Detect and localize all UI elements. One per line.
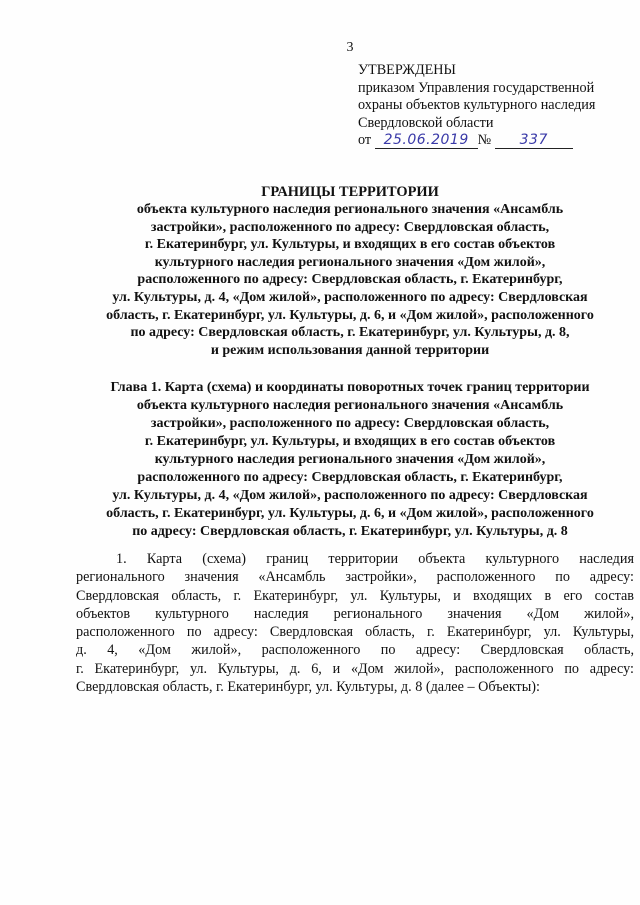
handwritten-number: 337 (495, 133, 573, 149)
from-label: от (358, 132, 372, 148)
paragraph-line: объектов культурного наследия регионального значения «Дом жилой», (76, 605, 634, 622)
chapter-line: г. Екатеринбург, ул. Культуры, и входящих в его состав объектов (144, 434, 556, 449)
approval-line: Свердловской области (358, 114, 494, 131)
title-line: и режим использования данной территории (210, 342, 490, 358)
page-number: 3 (346, 40, 354, 55)
chapter-line: расположенного по адресу: Свердловская область, г. Екатеринбург, (137, 470, 563, 485)
paragraph-line: 1. Карта (схема) границ территории объекта культурного наследия (116, 551, 634, 567)
number-label: № (477, 132, 492, 148)
chapter-line: культурного наследия регионального значения «Дом жилой», (154, 452, 546, 467)
approval-line: приказом Управления государственной (358, 79, 595, 96)
title-line: по адресу: Свердловская область, г. Екатеринбург, ул. Культуры, д. 8, (130, 325, 570, 341)
body-paragraph (76, 550, 634, 696)
chapter-line: застройки», расположенного по адресу: Свердловская область, (150, 416, 550, 431)
title-line: застройки», расположенного по адресу: Свердловская область, (150, 219, 550, 235)
paragraph-line: Свердловская область, г. Екатеринбург, ул. Культуры, д. 8 (далее – Объекты): (76, 679, 540, 696)
title-line: культурного наследия регионального значения «Дом жилой», (154, 254, 546, 270)
handwritten-date: 25.06.2019 (375, 133, 478, 149)
paragraph-line: г. Екатеринбург, ул. Культуры, д. 6, и «Дом жилой», расположенного по адресу: (76, 660, 634, 677)
title-line: область, г. Екатеринбург, ул. Культуры, д. 6, и «Дом жилой», расположенного (106, 307, 594, 323)
title-line: объекта культурного наследия регионального значения «Ансамбль (136, 202, 564, 217)
paragraph-line: регионального значения «Ансамбль застройки», расположенного по адресу: (76, 569, 634, 586)
title-line: расположенного по адресу: Свердловская область, г. Екатеринбург, (137, 272, 563, 288)
title-line: г. Екатеринбург, ул. Культуры, и входящих в его состав объектов (144, 237, 556, 253)
paragraph-line: расположенного по адресу: Свердловская область, г. Екатеринбург, ул. Культуры, (76, 624, 634, 641)
title-line: ул. Культуры, д. 4, «Дом жилой», расположенного по адресу: Свердловская (112, 289, 588, 305)
paragraph-line: Свердловская область, г. Екатеринбург, ул. Культуры, и входящих в его состав (76, 587, 634, 604)
title-heading: ГРАНИЦЫ ТЕРРИТОРИИ (261, 184, 439, 200)
document-title (60, 184, 640, 359)
approval-line: УТВЕРЖДЕНЫ (358, 62, 456, 78)
paragraph-line: д. 4, «Дом жилой», расположенного по адресу: Свердловская область, (76, 642, 634, 659)
approval-line: охраны объектов культурного наследия (358, 97, 596, 113)
chapter-line: объекта культурного наследия регионального значения «Ансамбль (136, 398, 564, 413)
chapter-heading (60, 379, 640, 541)
order-details (358, 132, 628, 150)
chapter-line: область, г. Екатеринбург, ул. Культуры, д. 6, и «Дом жилой», расположенного (106, 506, 594, 521)
approval-stamp (358, 62, 628, 150)
chapter-line: по адресу: Свердловская область, г. Екатеринбург, ул. Культуры, д. 8 (132, 524, 568, 539)
chapter-line: Глава 1. Карта (схема) и координаты поворотных точек границ территории (110, 380, 590, 395)
chapter-line: ул. Культуры, д. 4, «Дом жилой», расположенного по адресу: Свердловская (112, 488, 588, 503)
